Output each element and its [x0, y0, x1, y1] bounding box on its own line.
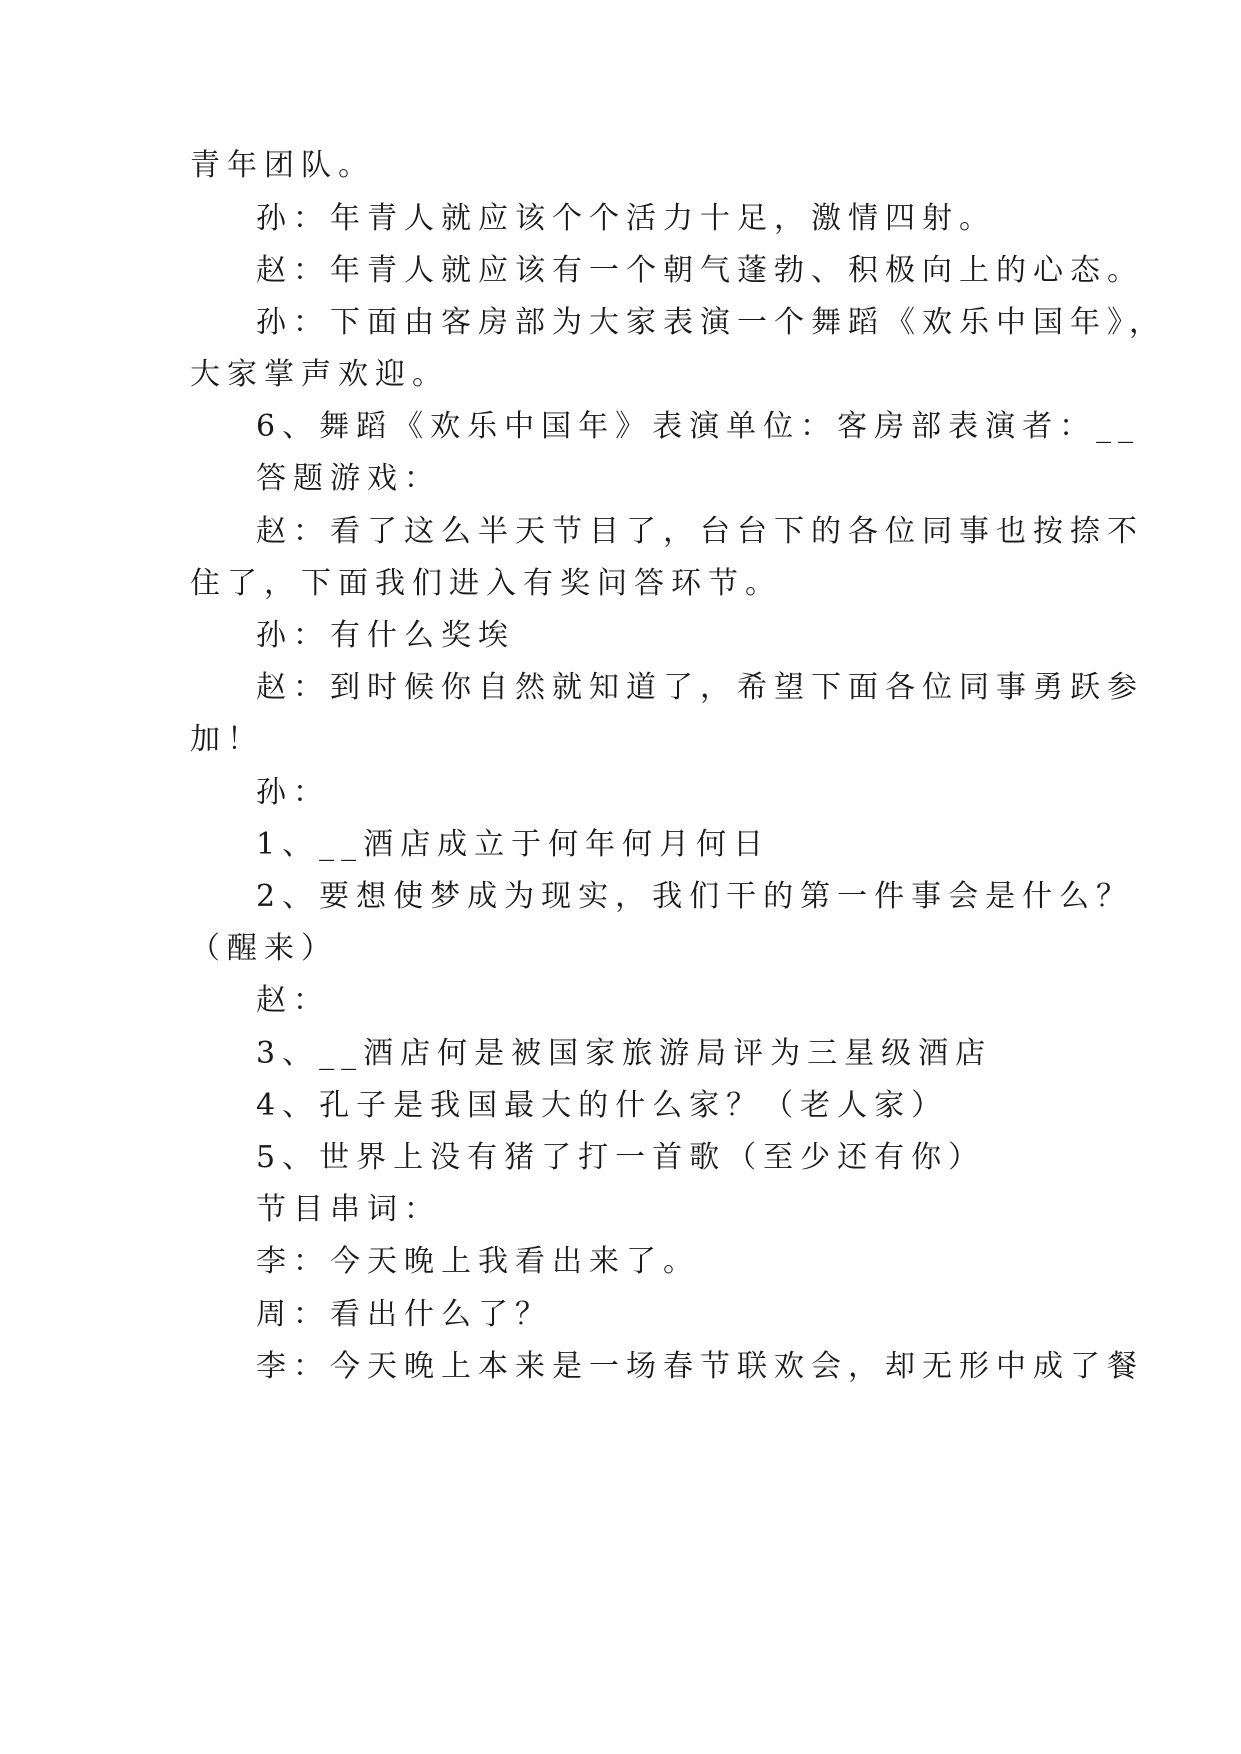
text-line: 1、__酒店成立于何年何月何日 — [256, 827, 771, 862]
text-line: 青年团队。 — [190, 148, 375, 183]
text-line: 5、世界上没有猪了打一首歌（至少还有你） — [256, 1140, 986, 1175]
text-line: 6、舞蹈《欢乐中国年》表演单位：客房部表演者：__ — [256, 409, 1141, 444]
text-line: 周：看出什么了？ — [256, 1297, 552, 1332]
text-line: 4、孔子是我国最大的什么家？（老人家） — [256, 1088, 949, 1123]
text-line: 李：今天晚上本来是一场春节联欢会，却无形中成了餐 — [256, 1349, 1144, 1384]
text-line: 加！ — [190, 722, 264, 757]
text-line: 住了，下面我们进入有奖问答环节。 — [190, 566, 782, 601]
text-line: 赵：到时候你自然就知道了，希望下面各位同事勇跃参 — [256, 670, 1144, 705]
text-line: 大家掌声欢迎。 — [190, 357, 449, 392]
text-line: 孙：年青人就应该个个活力十足，激情四射。 — [256, 201, 996, 236]
text-line: （醒来） — [190, 931, 338, 966]
text-line: 2、要想使梦成为现实，我们干的第一件事会是什么？ — [256, 879, 1134, 914]
text-line: 赵： — [256, 983, 330, 1018]
text-line: 赵：年青人就应该有一个朝气蓬勃、积极向上的心态。 — [256, 253, 1144, 288]
text-line: 节目串词： — [256, 1192, 441, 1227]
text-line: 孙： — [256, 775, 330, 810]
text-line: 答题游戏： — [256, 461, 441, 496]
text-line: 李：今天晚上我看出来了。 — [256, 1244, 700, 1279]
text-line: 孙：有什么奖埃 — [256, 618, 515, 653]
text-line: 赵：看了这么半天节目了，台台下的各位同事也按捺不 — [256, 514, 1144, 549]
text-line: 3、__酒店何是被国家旅游局评为三星级酒店 — [256, 1036, 993, 1071]
text-line: 孙：下面由客房部为大家表演一个舞蹈《欢乐中国年》， — [256, 305, 1166, 340]
